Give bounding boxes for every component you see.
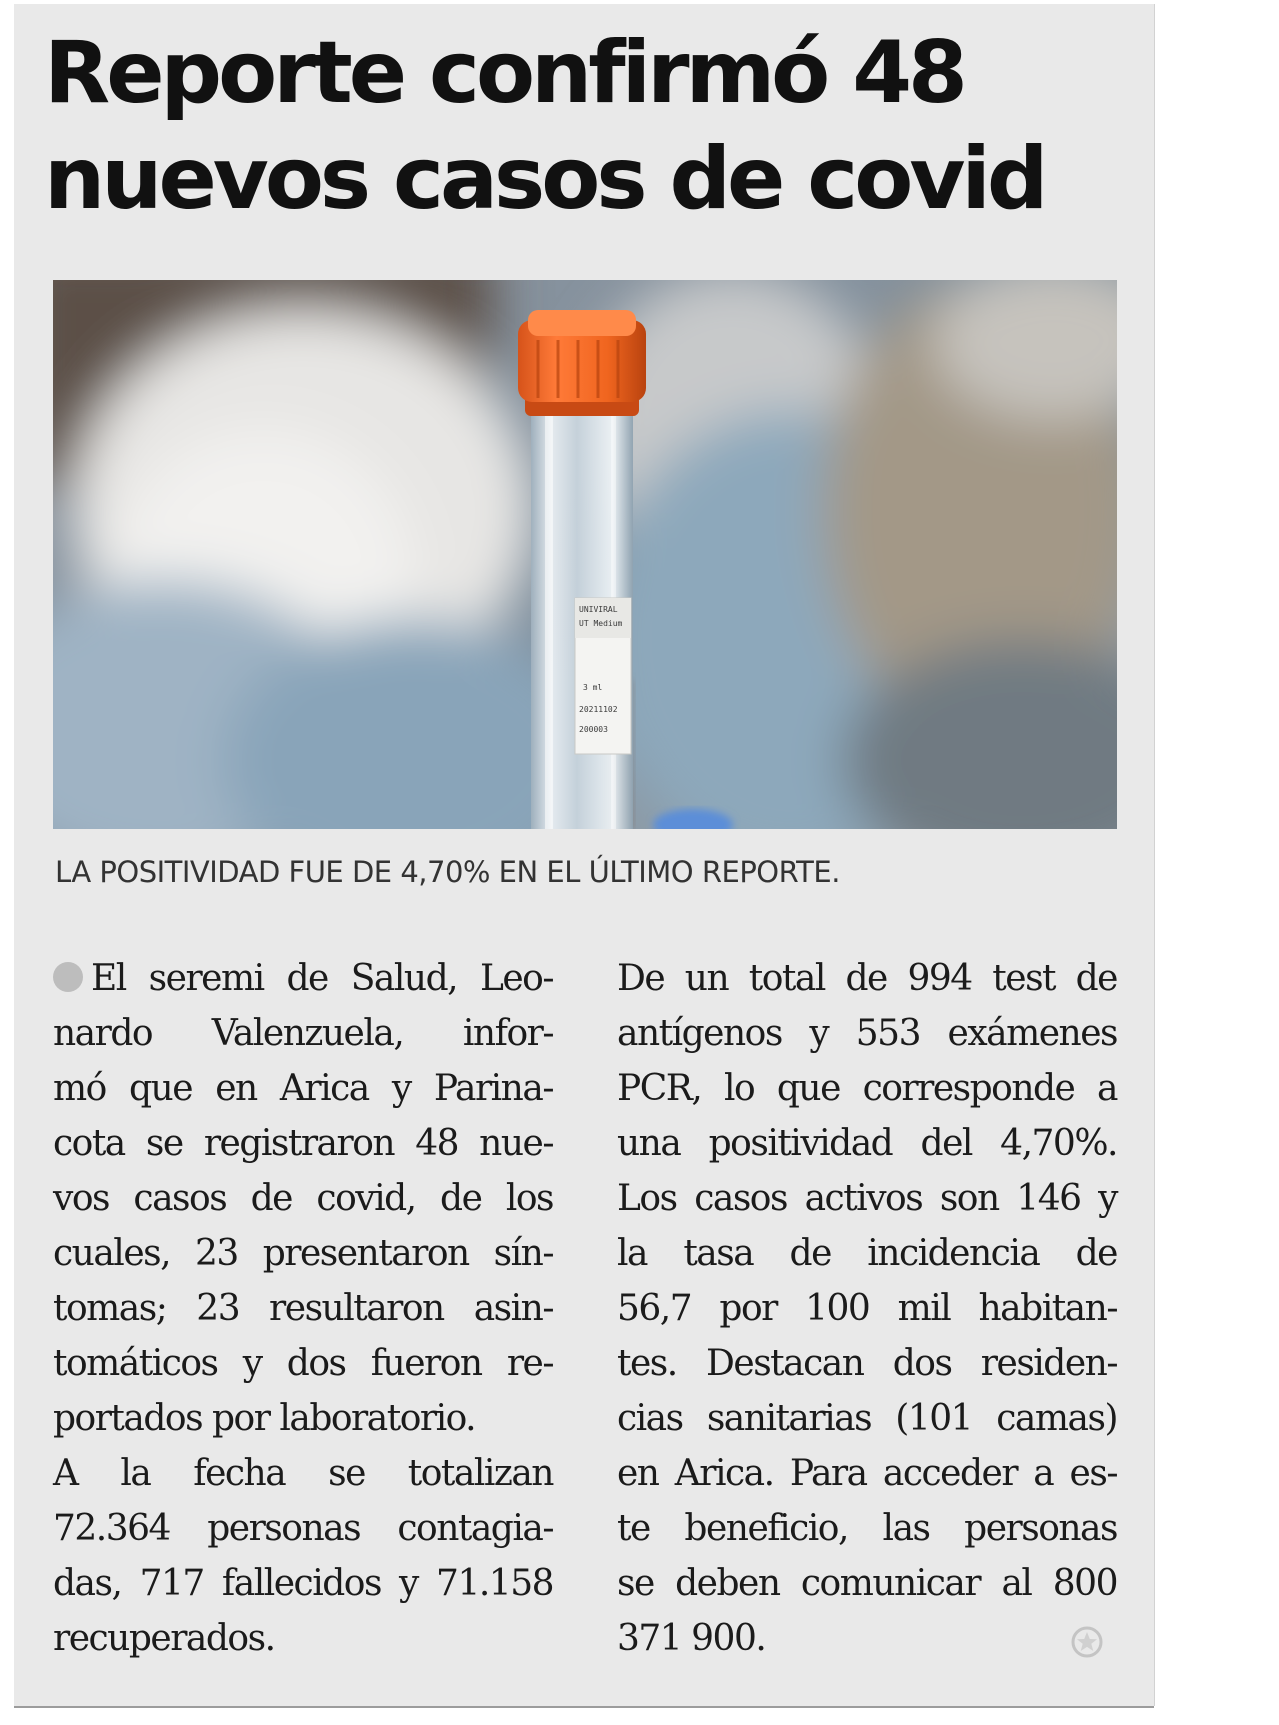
body-line: mó que en Arica y Parina-	[53, 1068, 553, 1109]
bottom-rule	[14, 1706, 1154, 1708]
photo-illustration	[53, 280, 1117, 829]
body-line: nardo Valenzuela, infor-	[53, 1013, 553, 1054]
end-of-article-icon	[1070, 1625, 1104, 1659]
lab-test-tube-photo	[53, 280, 1117, 829]
body-line: cias sanitarias (101 camas)	[617, 1398, 1117, 1439]
headline	[44, 20, 1124, 232]
body-line: PCR, lo que corresponde a	[617, 1068, 1117, 1109]
body-line: El seremi de Salud, Leo-	[53, 951, 553, 1006]
tube-label-line-4: 20211102	[579, 705, 618, 714]
body-line: 371 900.	[617, 1618, 766, 1659]
body-line: das, 717 fallecidos y 71.158	[53, 1563, 553, 1604]
body-line: la tasa de incidencia de	[617, 1233, 1117, 1274]
body-line: vos casos de covid, de los	[53, 1178, 553, 1219]
tube-label-line-5: 200003	[579, 725, 608, 734]
headline-line-1: Reporte confirmó 48	[44, 23, 964, 123]
body-line: se deben comunicar al 800	[617, 1563, 1117, 1604]
body-line: cota se registraron 48 nue-	[53, 1123, 553, 1164]
body-line: tomáticos y dos fueron re-	[53, 1343, 553, 1384]
body-line: A la fecha se totalizan	[53, 1453, 553, 1494]
body-line: te beneficio, las personas	[617, 1508, 1117, 1549]
tube-label-line-1: UNIVIRAL	[579, 605, 618, 614]
body-line: 56,7 por 100 mil habitan-	[617, 1288, 1117, 1329]
body-line: tes. Destacan dos residen-	[617, 1343, 1117, 1384]
photo-caption: LA POSITIVIDAD FUE DE 4,70% EN EL ÚLTIMO REPORTE.	[55, 855, 840, 889]
body-line: tomas; 23 resultaron asin-	[53, 1288, 553, 1329]
body-line: una positividad del 4,70%.	[617, 1123, 1117, 1164]
tube-label-line-3: 3 ml	[583, 683, 603, 692]
body-line: recuperados.	[53, 1618, 275, 1659]
body-line: 72.364 personas contagia-	[53, 1508, 553, 1549]
body-line: portados por laboratorio.	[53, 1398, 476, 1439]
headline-line-2: nuevos casos de covid	[44, 129, 1045, 229]
body-line: cuales, 23 presentaron sín-	[53, 1233, 553, 1274]
tube-label-line-2: UT Medium	[579, 619, 623, 628]
body-line: antígenos y 553 exámenes	[617, 1013, 1117, 1054]
body-column-right	[617, 951, 1117, 1666]
bullet-dot-icon	[53, 962, 83, 992]
body-column-left	[53, 951, 553, 1666]
body-line: De un total de 994 test de	[617, 958, 1117, 999]
body-line: Los casos activos son 146 y	[617, 1178, 1117, 1219]
body-line: en Arica. Para acceder a es-	[617, 1453, 1117, 1494]
